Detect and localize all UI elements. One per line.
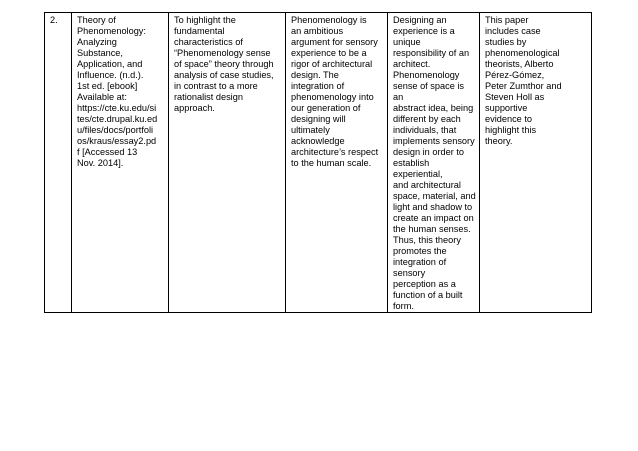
literature-review-table bbox=[44, 12, 592, 313]
source-reference-cell: Theory of Phenomenology: Analyzing Substance, Application, and Influence. (n.d.). 1st ed. [ebook] Available at: https://cte.ku.edu/si tes/cte.drupal.ku.ed u/files/docs/portfoli os/kraus/essay2.pd f [Accessed 13 Nov. 2014]. bbox=[72, 13, 169, 313]
aim-cell: To highlight the fundamental characteristics of “Phenomenology sense of space” theory through analysis of case studies, in contrast to a more rationalist design approach. bbox=[169, 13, 286, 313]
findings-cell: Designing an experience is a unique responsibility of an architect. Phenomenology sense of space is an abstract idea, being different by each individuals, that implements sensory design in order to establish experiential, and architectural space, material, and light and shadow to create an impact on the human senses. Thus, this theory promotes the integration of sensory perception as a function of a built form. bbox=[388, 13, 480, 313]
table-row bbox=[45, 13, 592, 313]
row-number-cell: 2. bbox=[45, 13, 72, 313]
argument-cell: Phenomenology is an ambitious argument for sensory experience to be a rigor of architectural design. The integration of phenomenology into our generation of designing will ultimately acknowledge architecture’s respect to the human scale. bbox=[286, 13, 388, 313]
relevance-cell: This paper includes case studies by phenomenological theorists, Alberto Pérez-Gómez, Peter Zumthor and Steven Holl as supportive evidence to highlight this theory. bbox=[480, 13, 592, 313]
